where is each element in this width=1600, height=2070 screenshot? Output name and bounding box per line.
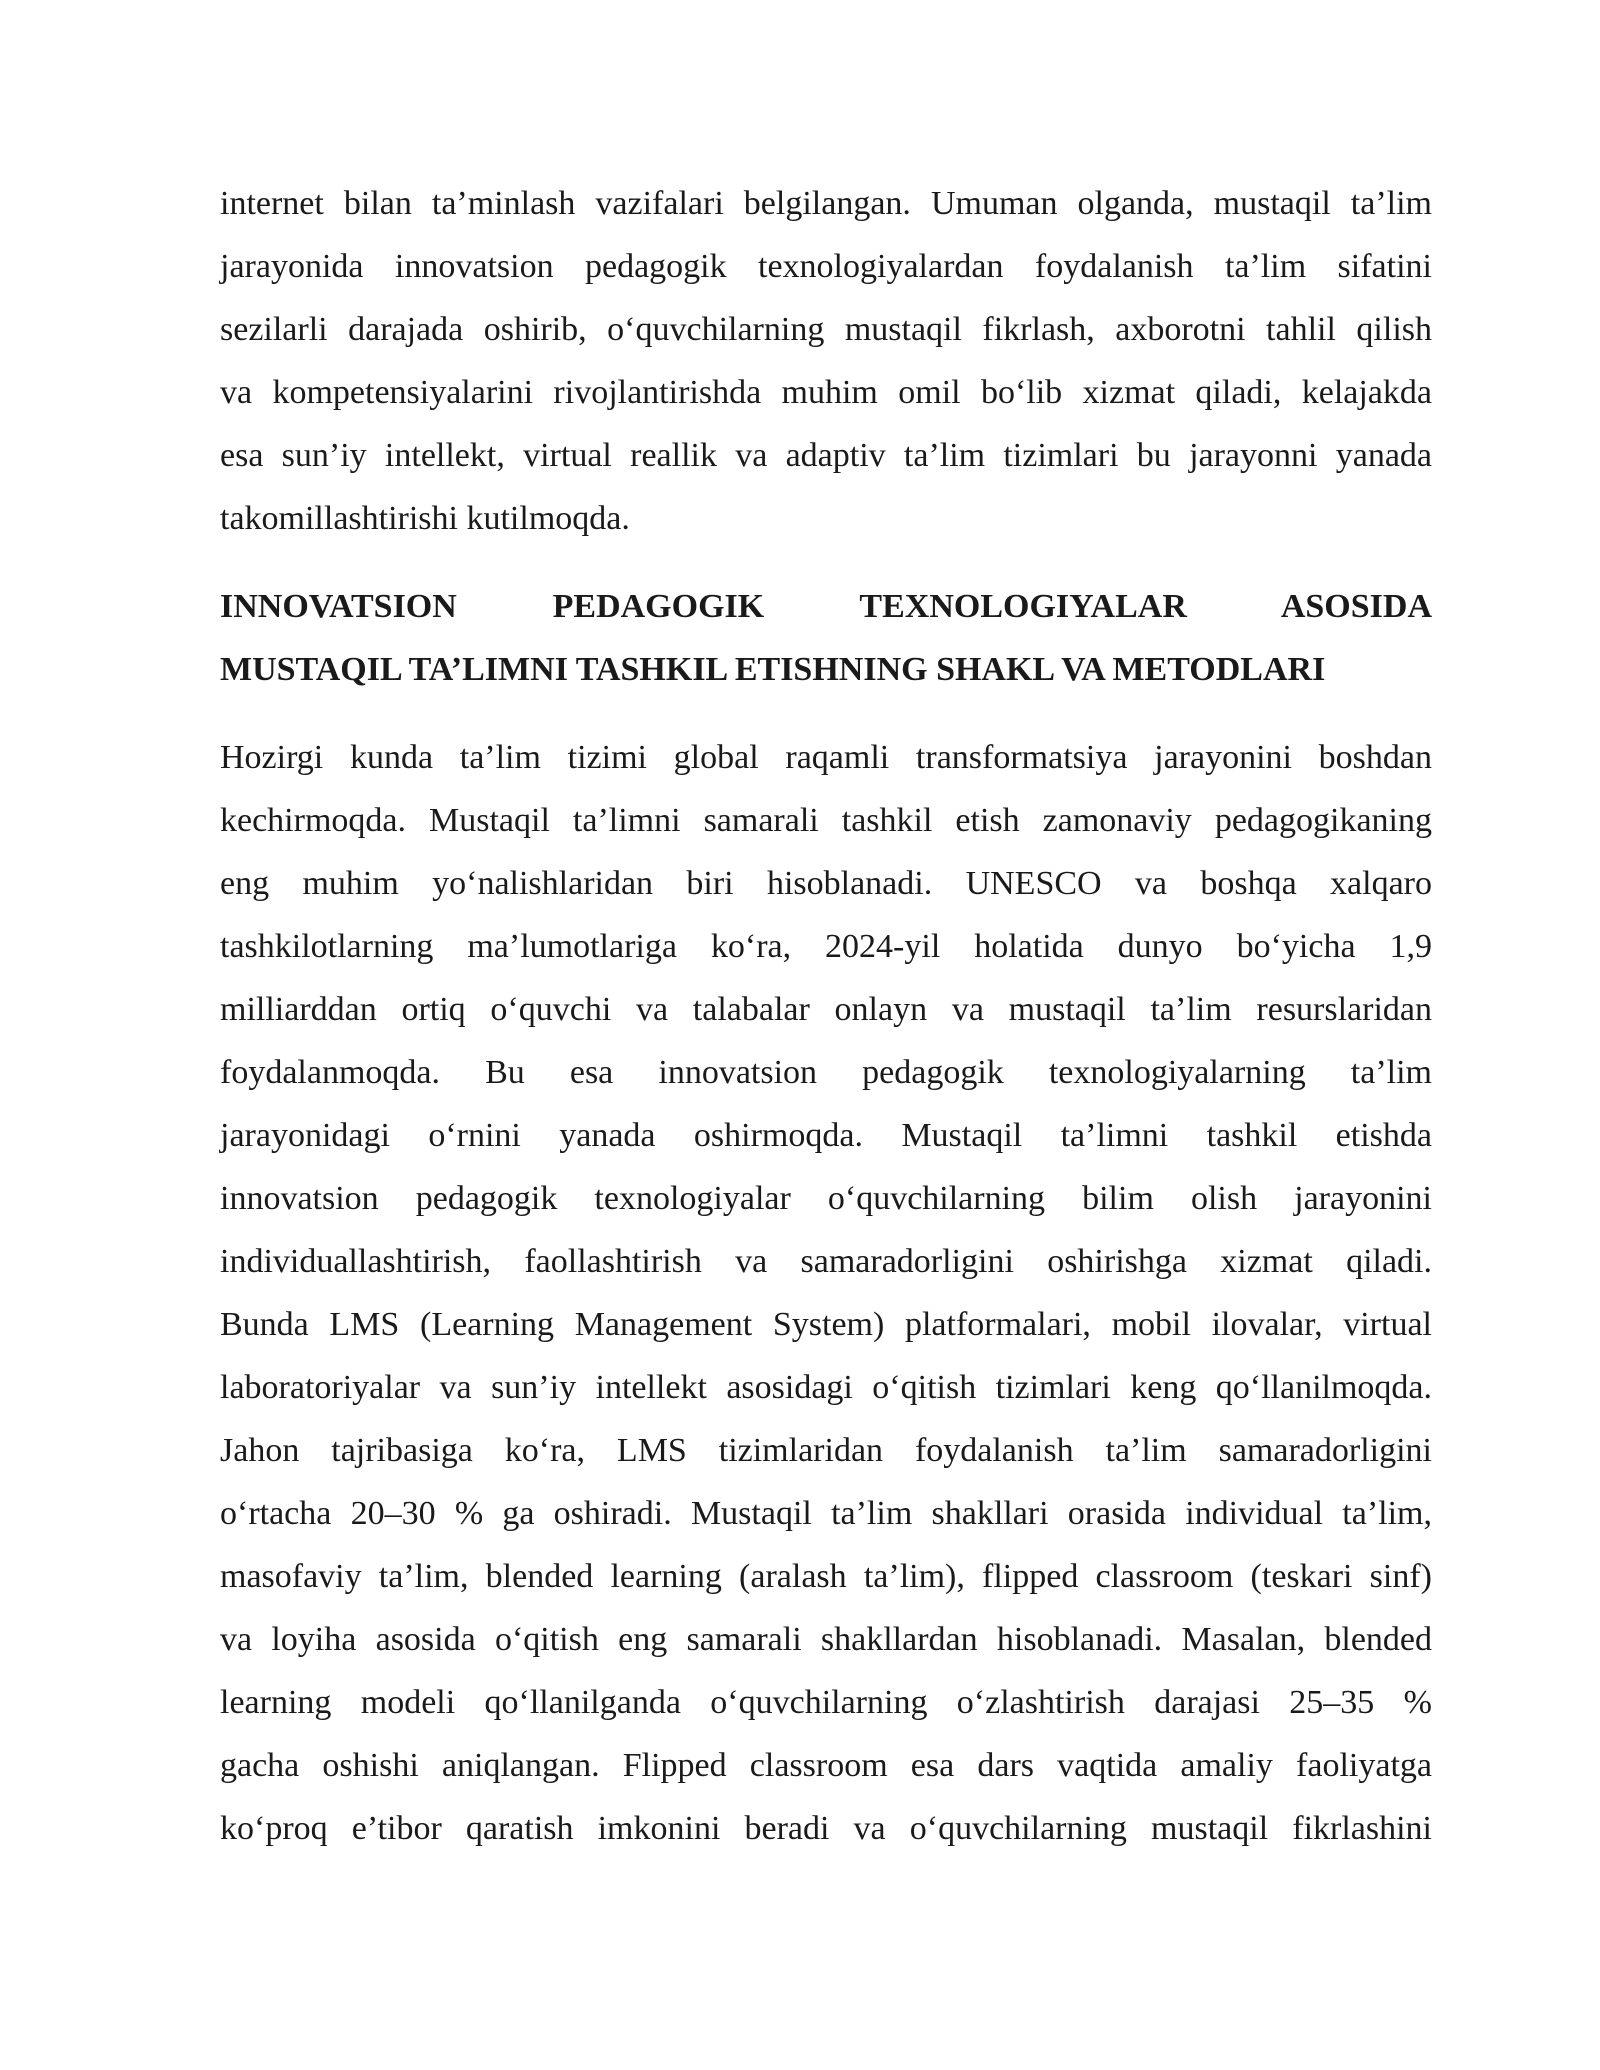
heading-line: INNOVATSION PEDAGOGIK TEXNOLOGIYALAR ASOSIDA	[220, 588, 1432, 625]
text-line: va kompetensiyalarini rivojlantirishda muhim omil bo‘lib xizmat qiladi, kelajakda	[220, 374, 1432, 411]
text-line: individuallashtirish, faollashtirish va samaradorligini oshirishga xizmat qiladi.	[220, 1243, 1432, 1280]
paragraph-continuation	[220, 172, 1432, 550]
section-heading	[220, 575, 1432, 701]
text-line: laboratoriyalar va sun’iy intellekt asosidagi o‘qitish tizimlari keng qo‘llanilmoqda.	[220, 1369, 1432, 1406]
text-line: internet bilan ta’minlash vazifalari belgilangan. Umuman olganda, mustaqil ta’lim	[220, 185, 1432, 222]
body-paragraph	[220, 726, 1432, 1860]
document-page	[220, 172, 1432, 1860]
text-line: learning modeli qo‘llanilganda o‘quvchilarning o‘zlashtirish darajasi 25–35 %	[220, 1684, 1432, 1721]
text-line: esa sun’iy intellekt, virtual reallik va adaptiv ta’lim tizimlari bu jarayonni yanada	[220, 437, 1432, 474]
text-line: va loyiha asosida o‘qitish eng samarali shakllardan hisoblanadi. Masalan, blended	[220, 1621, 1432, 1658]
text-line: Bunda LMS (Learning Management System) platformalari, mobil ilovalar, virtual	[220, 1306, 1432, 1343]
text-line: sezilarli darajada oshirib, o‘quvchilarning mustaqil fikrlash, axborotni tahlil qilish	[220, 311, 1432, 348]
text-line: tashkilotlarning ma’lumotlariga ko‘ra, 2024-yil holatida dunyo bo‘yicha 1,9	[220, 928, 1432, 965]
text-line: milliarddan ortiq o‘quvchi va talabalar onlayn va mustaqil ta’lim resurslaridan	[220, 991, 1432, 1028]
text-line: foydalanmoqda. Bu esa innovatsion pedagogik texnologiyalarning ta’lim	[220, 1054, 1432, 1091]
text-line: takomillashtirishi kutilmoqda.	[220, 500, 630, 537]
text-line: kechirmoqda. Mustaqil ta’limni samarali tashkil etish zamonaviy pedagogikaning	[220, 802, 1432, 839]
heading-line: MUSTAQIL TA’LIMNI TASHKIL ETISHNING SHAKL VA METODLARI	[220, 651, 1326, 688]
text-line: Jahon tajribasiga ko‘ra, LMS tizimlaridan foydalanish ta’lim samaradorligini	[220, 1432, 1432, 1469]
text-line: o‘rtacha 20–30 % ga oshiradi. Mustaqil ta’lim shakllari orasida individual ta’lim,	[220, 1495, 1432, 1532]
text-line: innovatsion pedagogik texnologiyalar o‘quvchilarning bilim olish jarayonini	[220, 1180, 1432, 1217]
text-line: Hozirgi kunda ta’lim tizimi global raqamli transformatsiya jarayonini boshdan	[220, 739, 1432, 776]
text-line: gacha oshishi aniqlangan. Flipped classroom esa dars vaqtida amaliy faoliyatga	[220, 1747, 1432, 1784]
text-line: eng muhim yo‘nalishlaridan biri hisoblanadi. UNESCO va boshqa xalqaro	[220, 865, 1432, 902]
text-line: jarayonidagi o‘rnini yanada oshirmoqda. Mustaqil ta’limni tashkil etishda	[220, 1117, 1432, 1154]
text-line: ko‘proq e’tibor qaratish imkonini beradi va o‘quvchilarning mustaqil fikrlashini	[220, 1810, 1432, 1847]
text-line: masofaviy ta’lim, blended learning (aralash ta’lim), flipped classroom (teskari sinf)	[220, 1558, 1432, 1595]
text-line: jarayonida innovatsion pedagogik texnologiyalardan foydalanish ta’lim sifatini	[220, 248, 1432, 285]
